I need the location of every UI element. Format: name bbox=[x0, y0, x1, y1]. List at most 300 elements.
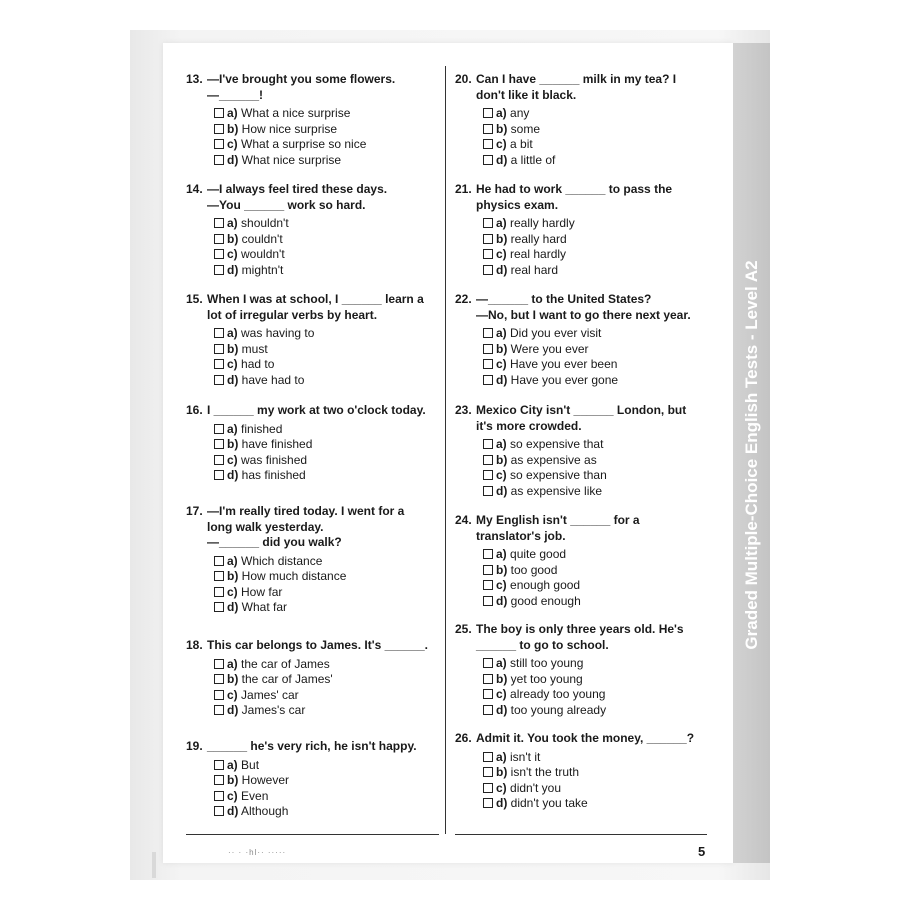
option-text: What nice surprise bbox=[241, 152, 342, 167]
answer-option bbox=[214, 357, 431, 373]
option-letter: a) bbox=[496, 326, 507, 340]
question bbox=[186, 72, 431, 168]
question bbox=[455, 72, 700, 168]
checkbox[interactable] bbox=[214, 108, 224, 118]
question-stem bbox=[186, 739, 431, 755]
option-letter: c) bbox=[227, 687, 238, 702]
question-number: 26. bbox=[455, 731, 472, 745]
option-letter: c) bbox=[227, 452, 238, 467]
answer-option bbox=[483, 484, 700, 500]
question-number: 19. bbox=[186, 739, 203, 753]
checkbox[interactable] bbox=[214, 806, 224, 816]
answer-options bbox=[455, 326, 700, 388]
checkbox[interactable] bbox=[483, 455, 493, 465]
answer-option bbox=[214, 247, 431, 263]
scan-edge-mark bbox=[152, 852, 156, 878]
checkbox[interactable] bbox=[483, 375, 493, 385]
answer-option bbox=[214, 657, 431, 673]
answer-option bbox=[214, 789, 431, 805]
answer-options bbox=[455, 656, 700, 718]
option-letter: d) bbox=[227, 468, 239, 482]
option-letter: b) bbox=[496, 341, 508, 356]
checkbox[interactable] bbox=[214, 791, 224, 801]
option-letter: a) bbox=[227, 757, 238, 772]
question-stem bbox=[455, 622, 700, 653]
checkbox[interactable] bbox=[483, 798, 493, 808]
answer-options bbox=[455, 216, 700, 278]
answer-option bbox=[483, 326, 700, 342]
answer-option bbox=[483, 781, 700, 797]
option-letter: a) bbox=[496, 547, 507, 561]
option-letter: c) bbox=[496, 468, 507, 482]
option-letter: a) bbox=[227, 216, 238, 230]
option-text: good enough bbox=[510, 593, 581, 608]
option-text: enough good bbox=[510, 578, 581, 592]
question-text: —______ to the United States? —No, but I want to go there next year. bbox=[476, 292, 691, 322]
answer-option bbox=[483, 357, 700, 373]
option-letter: b) bbox=[227, 672, 239, 686]
answer-option bbox=[483, 453, 700, 469]
question-number: 16. bbox=[186, 403, 203, 417]
checkbox[interactable] bbox=[214, 587, 224, 597]
option-letter: a) bbox=[496, 437, 507, 451]
option-text: shouldn't bbox=[241, 216, 289, 230]
answer-option bbox=[483, 703, 700, 719]
option-letter: d) bbox=[227, 372, 239, 387]
answer-option bbox=[483, 106, 700, 122]
option-letter: b) bbox=[227, 231, 239, 246]
option-text: a little of bbox=[510, 152, 556, 167]
option-letter: d) bbox=[496, 152, 508, 167]
checkbox[interactable] bbox=[214, 344, 224, 354]
question bbox=[186, 403, 431, 484]
question-stem bbox=[186, 403, 431, 419]
option-letter: b) bbox=[496, 121, 508, 136]
question-stem bbox=[455, 513, 700, 544]
answer-option bbox=[483, 153, 700, 169]
question bbox=[186, 182, 431, 278]
question-text: When I was at school, I ______ learn a lot of irregular verbs by heart. bbox=[207, 292, 424, 322]
answer-option bbox=[483, 137, 700, 153]
option-letter: b) bbox=[227, 569, 239, 583]
option-letter: c) bbox=[496, 578, 507, 592]
option-text: as expensive as bbox=[510, 452, 597, 467]
footer-text: ·· · ·hl·· ····· bbox=[228, 848, 287, 857]
option-letter: c) bbox=[227, 357, 238, 371]
option-text: What a nice surprise bbox=[241, 106, 351, 120]
answer-option bbox=[214, 569, 431, 585]
answer-option bbox=[214, 263, 431, 279]
answer-option bbox=[483, 687, 700, 703]
answer-option bbox=[214, 122, 431, 138]
option-text: was having to bbox=[241, 326, 315, 340]
question-stem bbox=[186, 182, 431, 213]
option-text: How far bbox=[241, 584, 283, 599]
option-text: as expensive like bbox=[510, 483, 603, 498]
option-text: too young already bbox=[510, 702, 607, 717]
option-text: Did you ever visit bbox=[510, 326, 602, 340]
answer-options bbox=[186, 422, 431, 484]
answer-options bbox=[455, 750, 700, 812]
answer-option bbox=[483, 765, 700, 781]
option-text: mightn't bbox=[241, 262, 284, 277]
answer-option bbox=[214, 422, 431, 438]
option-text: isn't the truth bbox=[510, 765, 579, 779]
option-letter: c) bbox=[496, 137, 507, 151]
option-text: However bbox=[241, 773, 290, 787]
checkbox[interactable] bbox=[483, 108, 493, 118]
answer-option bbox=[483, 547, 700, 563]
question bbox=[186, 504, 431, 616]
answer-option bbox=[483, 437, 700, 453]
option-text: Were you ever bbox=[510, 341, 589, 356]
option-letter: d) bbox=[496, 593, 508, 608]
checkbox[interactable] bbox=[214, 424, 224, 434]
checkbox[interactable] bbox=[483, 155, 493, 165]
column-divider bbox=[445, 66, 446, 834]
option-text: couldn't bbox=[241, 231, 283, 246]
question-text: The boy is only three years old. He's ______ to go to school. bbox=[476, 622, 684, 652]
question-stem bbox=[455, 403, 700, 434]
option-letter: d) bbox=[227, 262, 239, 277]
option-text: James' car bbox=[241, 687, 299, 702]
answer-options bbox=[186, 326, 431, 388]
checkbox[interactable] bbox=[214, 265, 224, 275]
option-letter: b) bbox=[496, 452, 508, 467]
option-letter: b) bbox=[227, 437, 239, 451]
checkbox[interactable] bbox=[214, 455, 224, 465]
footer-rule-right bbox=[455, 834, 707, 835]
option-text: really hard bbox=[510, 231, 567, 246]
option-letter: c) bbox=[227, 584, 238, 599]
answer-option bbox=[214, 437, 431, 453]
option-letter: c) bbox=[496, 687, 507, 701]
checkbox[interactable] bbox=[483, 328, 493, 338]
page-number: 5 bbox=[698, 844, 706, 859]
answer-options bbox=[186, 758, 431, 820]
option-letter: c) bbox=[227, 247, 238, 261]
checkbox[interactable] bbox=[214, 124, 224, 134]
option-text: still too young bbox=[510, 656, 584, 670]
answer-option bbox=[483, 216, 700, 232]
answer-option bbox=[214, 804, 431, 820]
option-text: But bbox=[241, 757, 260, 772]
question-number: 13. bbox=[186, 72, 203, 86]
answer-option bbox=[214, 468, 431, 484]
question-text: —I'm really tired today. I went for a long walk yesterday. —______ did you walk? bbox=[207, 504, 405, 549]
checkbox[interactable] bbox=[214, 328, 224, 338]
checkbox[interactable] bbox=[214, 218, 224, 228]
question-text: This car belongs to James. It's ______. bbox=[207, 638, 428, 652]
answer-option bbox=[483, 578, 700, 594]
option-text: James's car bbox=[241, 703, 306, 717]
option-text: was finished bbox=[241, 452, 308, 467]
answer-option bbox=[214, 106, 431, 122]
question bbox=[455, 731, 700, 812]
option-letter: d) bbox=[227, 600, 239, 614]
checkbox[interactable] bbox=[483, 767, 493, 777]
answer-option bbox=[483, 796, 700, 812]
option-letter: c) bbox=[496, 247, 507, 261]
answer-option bbox=[483, 594, 700, 610]
question-number: 24. bbox=[455, 513, 472, 527]
answer-option bbox=[214, 585, 431, 601]
option-text: didn't you bbox=[510, 780, 562, 795]
option-text: already too young bbox=[510, 687, 606, 701]
checkbox[interactable] bbox=[214, 705, 224, 715]
answer-option bbox=[214, 342, 431, 358]
option-text: Which distance bbox=[241, 553, 323, 568]
question-text: I ______ my work at two o'clock today. bbox=[207, 403, 426, 417]
checkbox[interactable] bbox=[214, 690, 224, 700]
checkbox[interactable] bbox=[483, 705, 493, 715]
answer-option bbox=[214, 453, 431, 469]
option-text: real hard bbox=[510, 262, 559, 277]
option-letter: d) bbox=[496, 372, 508, 387]
answer-option bbox=[483, 468, 700, 484]
question-stem bbox=[455, 182, 700, 213]
question-number: 23. bbox=[455, 403, 472, 417]
checkbox[interactable] bbox=[483, 249, 493, 259]
checkbox[interactable] bbox=[214, 249, 224, 259]
checkbox[interactable] bbox=[483, 439, 493, 449]
option-letter: b) bbox=[227, 121, 239, 136]
option-text: What a surprise so nice bbox=[241, 137, 367, 151]
option-text: isn't it bbox=[510, 749, 541, 764]
answer-options bbox=[186, 657, 431, 719]
question bbox=[455, 292, 700, 388]
checkbox[interactable] bbox=[483, 486, 493, 496]
option-letter: a) bbox=[227, 553, 238, 568]
answer-options bbox=[186, 216, 431, 278]
question-text: He had to work ______ to pass the physics exam. bbox=[476, 182, 673, 212]
option-text: How much distance bbox=[241, 569, 347, 583]
question bbox=[186, 739, 431, 820]
answer-option bbox=[483, 122, 700, 138]
option-text: Have you ever been bbox=[510, 357, 618, 371]
option-text: Have you ever gone bbox=[510, 372, 619, 387]
answer-option bbox=[483, 373, 700, 389]
answer-option bbox=[483, 563, 700, 579]
answer-option bbox=[483, 232, 700, 248]
answer-option bbox=[214, 703, 431, 719]
checkbox[interactable] bbox=[214, 571, 224, 581]
checkbox[interactable] bbox=[214, 155, 224, 165]
answer-options bbox=[455, 106, 700, 168]
option-text: some bbox=[510, 121, 541, 136]
answer-option bbox=[214, 600, 431, 616]
side-label: Graded Multiple-Choice English Tests - Level A2 bbox=[742, 260, 761, 650]
option-letter: b) bbox=[227, 341, 239, 356]
option-letter: b) bbox=[496, 765, 508, 779]
option-letter: a) bbox=[227, 106, 238, 120]
option-text: wouldn't bbox=[241, 247, 285, 261]
answer-option bbox=[214, 373, 431, 389]
answer-option bbox=[214, 688, 431, 704]
question bbox=[455, 403, 700, 499]
option-text: so expensive than bbox=[510, 468, 607, 482]
checkbox[interactable] bbox=[214, 775, 224, 785]
option-text: have finished bbox=[241, 437, 313, 451]
answer-option bbox=[483, 263, 700, 279]
checkbox[interactable] bbox=[214, 470, 224, 480]
option-letter: a) bbox=[227, 421, 238, 436]
question-text: Admit it. You took the money, ______? bbox=[476, 731, 695, 745]
option-text: didn't you take bbox=[510, 796, 588, 810]
checkbox[interactable] bbox=[483, 234, 493, 244]
option-text: yet too young bbox=[510, 671, 583, 686]
question-text: —I always feel tired these days. —You ______ work so hard. bbox=[207, 182, 388, 212]
answer-option bbox=[214, 153, 431, 169]
option-letter: c) bbox=[227, 788, 238, 803]
checkbox[interactable] bbox=[214, 359, 224, 369]
checkbox[interactable] bbox=[214, 556, 224, 566]
question-stem bbox=[186, 504, 431, 551]
answer-option bbox=[483, 750, 700, 766]
question-number: 15. bbox=[186, 292, 203, 306]
option-letter: d) bbox=[227, 152, 239, 167]
option-letter: a) bbox=[496, 106, 507, 120]
option-letter: a) bbox=[227, 656, 238, 671]
question-number: 21. bbox=[455, 182, 472, 196]
option-letter: a) bbox=[496, 656, 507, 670]
checkbox[interactable] bbox=[214, 674, 224, 684]
answer-option bbox=[214, 232, 431, 248]
option-letter: a) bbox=[227, 326, 238, 340]
option-letter: b) bbox=[496, 231, 508, 246]
option-letter: c) bbox=[496, 780, 507, 795]
question bbox=[455, 622, 700, 718]
option-text: had to bbox=[241, 357, 275, 371]
option-letter: a) bbox=[496, 749, 507, 764]
checkbox[interactable] bbox=[483, 580, 493, 590]
question-stem bbox=[186, 292, 431, 323]
question-number: 22. bbox=[455, 292, 472, 306]
checkbox[interactable] bbox=[483, 565, 493, 575]
answer-options bbox=[455, 437, 700, 499]
option-text: the car of James bbox=[241, 656, 330, 671]
option-text: any bbox=[510, 106, 530, 120]
answer-option bbox=[214, 326, 431, 342]
checkbox[interactable] bbox=[483, 470, 493, 480]
answer-option bbox=[483, 672, 700, 688]
option-letter: b) bbox=[496, 562, 508, 577]
checkbox[interactable] bbox=[483, 139, 493, 149]
answer-option bbox=[483, 656, 700, 672]
question bbox=[186, 638, 431, 719]
checkbox[interactable] bbox=[483, 344, 493, 354]
checkbox[interactable] bbox=[483, 752, 493, 762]
answer-option bbox=[214, 216, 431, 232]
checkbox[interactable] bbox=[483, 218, 493, 228]
option-text: What far bbox=[241, 600, 288, 614]
option-text: real hardly bbox=[510, 247, 567, 261]
checkbox[interactable] bbox=[214, 139, 224, 149]
answer-options bbox=[455, 547, 700, 609]
question-number: 20. bbox=[455, 72, 472, 86]
question-text: —I've brought you some flowers. —______! bbox=[207, 72, 396, 102]
option-text: quite good bbox=[510, 547, 567, 561]
option-text: a bit bbox=[510, 137, 533, 151]
answer-option bbox=[483, 342, 700, 358]
option-letter: d) bbox=[496, 262, 508, 277]
checkbox[interactable] bbox=[214, 659, 224, 669]
checkbox[interactable] bbox=[214, 375, 224, 385]
footer-rule-left bbox=[186, 834, 439, 835]
answer-options bbox=[186, 106, 431, 168]
option-text: have had to bbox=[241, 372, 305, 387]
option-text: has finished bbox=[241, 468, 306, 482]
question-stem bbox=[455, 292, 700, 323]
checkbox[interactable] bbox=[483, 265, 493, 275]
checkbox[interactable] bbox=[483, 674, 493, 684]
question-number: 14. bbox=[186, 182, 203, 196]
option-letter: b) bbox=[227, 773, 239, 787]
question-text: Can I have ______ milk in my tea? I don't like it black. bbox=[476, 72, 677, 102]
question-text: ______ he's very rich, he isn't happy. bbox=[207, 739, 417, 753]
checkbox[interactable] bbox=[483, 783, 493, 793]
option-text: Even bbox=[241, 788, 269, 803]
option-text: must bbox=[241, 341, 268, 356]
question bbox=[455, 182, 700, 278]
question-text: My English isn't ______ for a translator's job. bbox=[476, 513, 640, 543]
question-stem bbox=[455, 731, 700, 747]
question-number: 25. bbox=[455, 622, 472, 636]
checkbox[interactable] bbox=[214, 760, 224, 770]
option-letter: a) bbox=[496, 216, 507, 230]
option-letter: c) bbox=[227, 137, 238, 151]
checkbox[interactable] bbox=[483, 359, 493, 369]
option-text: too good bbox=[510, 562, 558, 577]
answer-option bbox=[214, 554, 431, 570]
question-number: 17. bbox=[186, 504, 203, 518]
checkbox[interactable] bbox=[483, 549, 493, 559]
question bbox=[186, 292, 431, 388]
question bbox=[455, 513, 700, 609]
checkbox[interactable] bbox=[214, 439, 224, 449]
option-text: How nice surprise bbox=[241, 121, 338, 136]
answer-options bbox=[186, 554, 431, 616]
question-number: 18. bbox=[186, 638, 203, 652]
option-letter: d) bbox=[227, 703, 239, 717]
answer-option bbox=[214, 672, 431, 688]
answer-option bbox=[214, 758, 431, 774]
question-stem bbox=[186, 72, 431, 103]
question-text: Mexico City isn't ______ London, but it's more crowded. bbox=[476, 403, 687, 433]
question-stem bbox=[455, 72, 700, 103]
option-text: finished bbox=[241, 421, 283, 436]
checkbox[interactable] bbox=[483, 689, 493, 699]
checkbox[interactable] bbox=[483, 124, 493, 134]
checkbox[interactable] bbox=[483, 596, 493, 606]
answer-option bbox=[483, 247, 700, 263]
checkbox[interactable] bbox=[483, 658, 493, 668]
option-letter: d) bbox=[227, 804, 239, 818]
option-text: the car of James' bbox=[241, 672, 333, 686]
option-text: Although bbox=[241, 804, 289, 818]
option-letter: c) bbox=[496, 357, 507, 371]
checkbox[interactable] bbox=[214, 234, 224, 244]
option-text: really hardly bbox=[510, 216, 575, 230]
question-stem bbox=[186, 638, 431, 654]
option-letter: d) bbox=[496, 483, 508, 498]
checkbox[interactable] bbox=[214, 602, 224, 612]
answer-option bbox=[214, 137, 431, 153]
option-letter: d) bbox=[496, 796, 508, 810]
option-letter: d) bbox=[496, 702, 508, 717]
answer-option bbox=[214, 773, 431, 789]
option-text: so expensive that bbox=[510, 437, 604, 451]
